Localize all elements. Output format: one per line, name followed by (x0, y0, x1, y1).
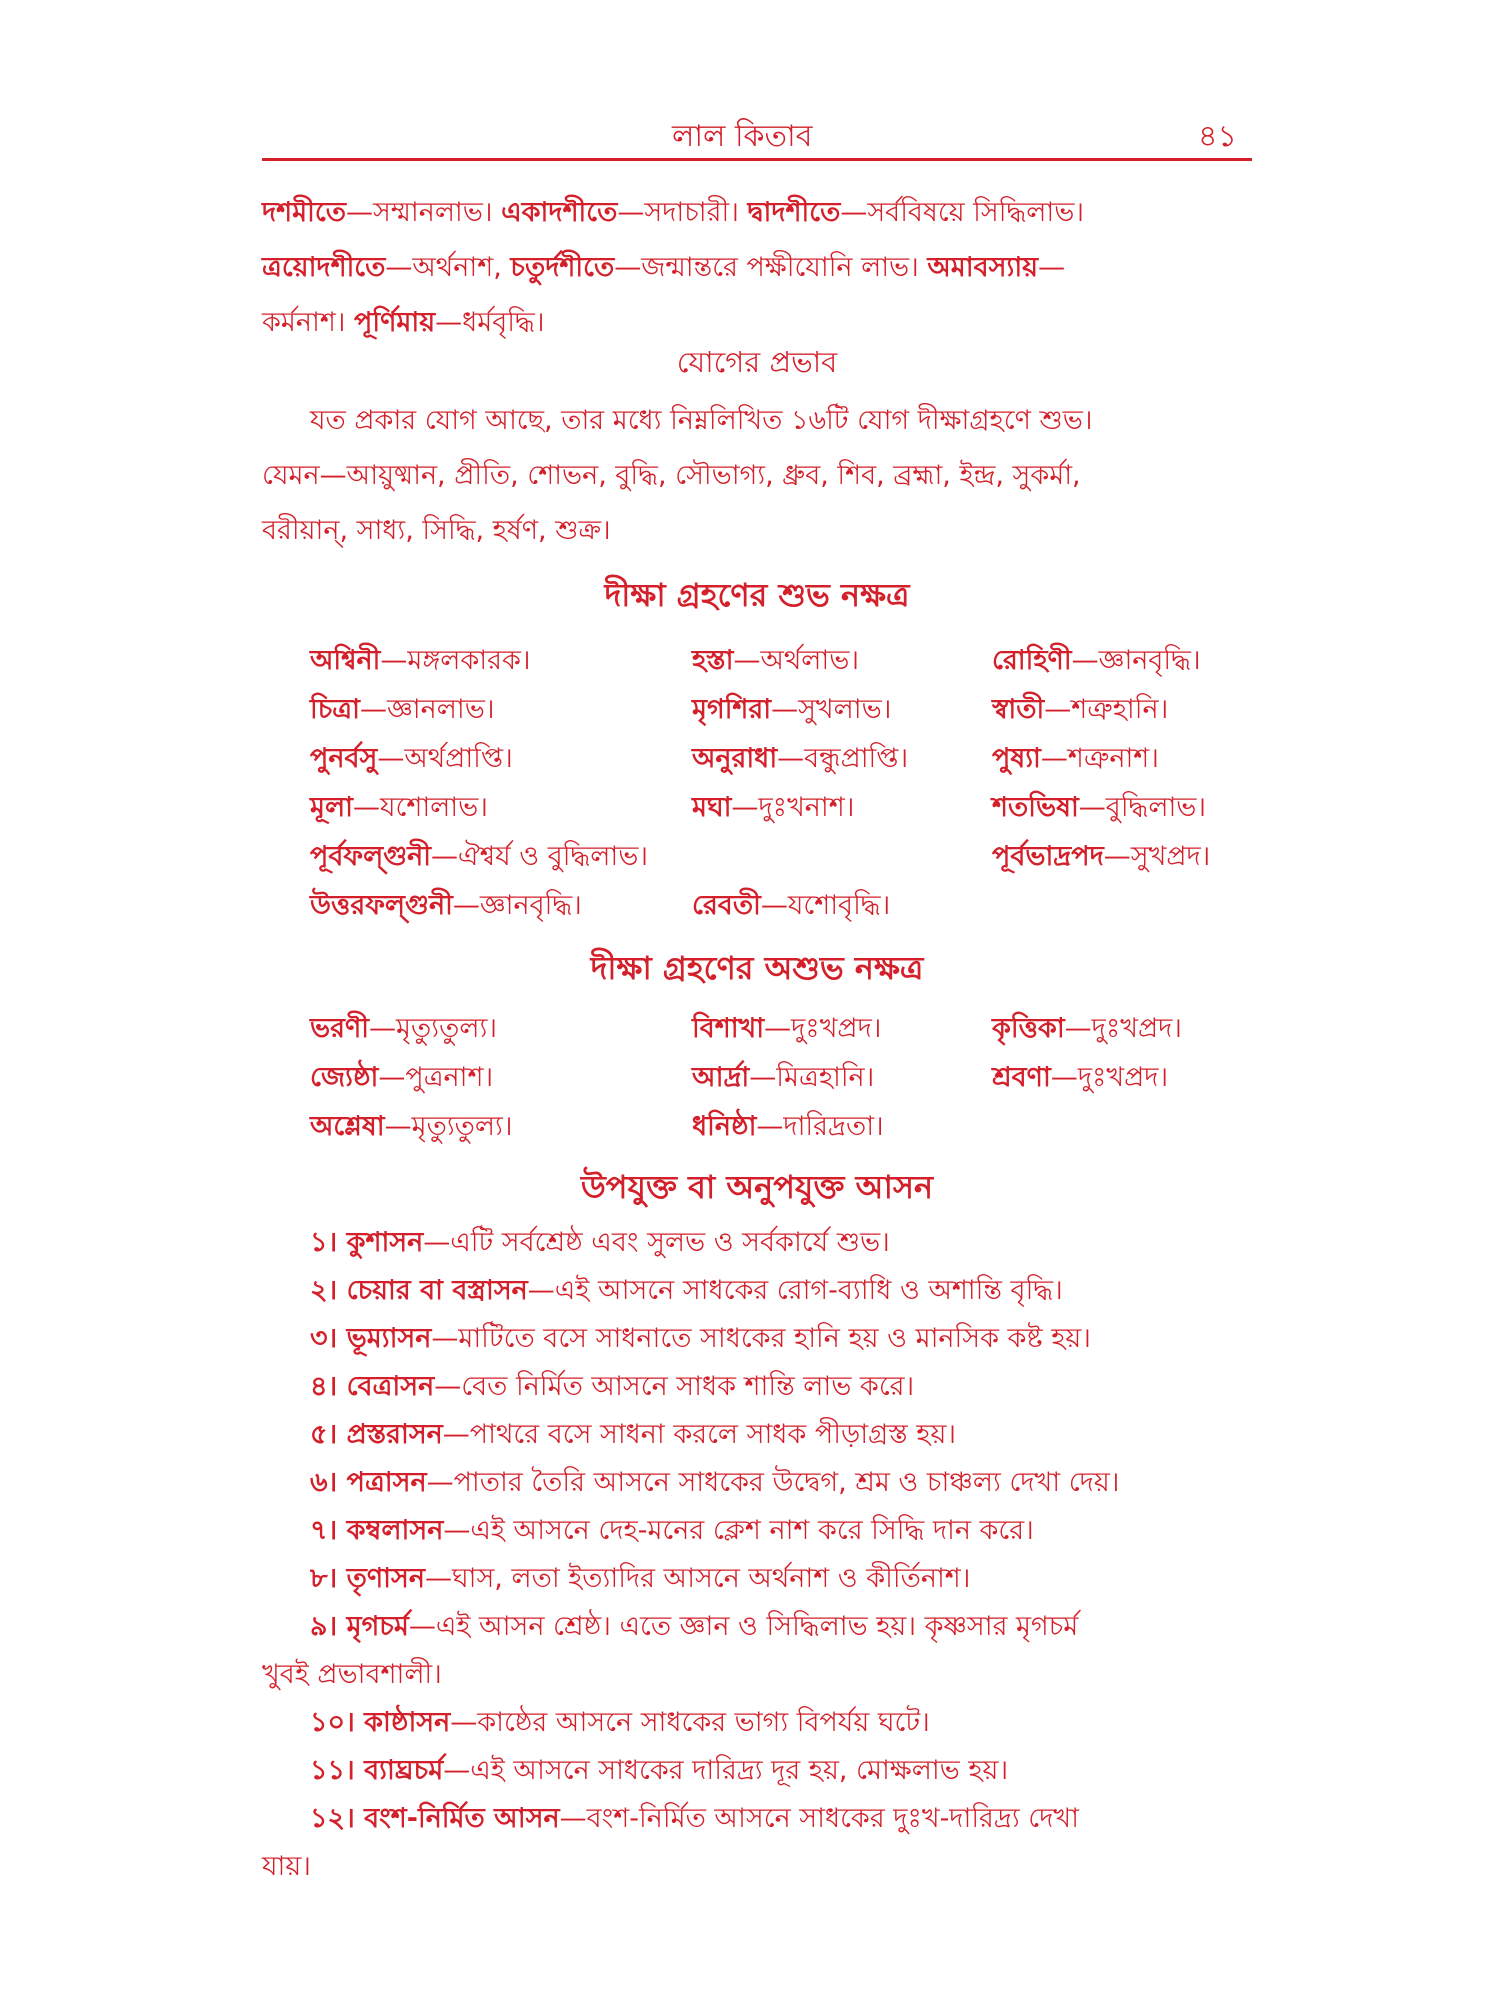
asana-item (262, 1503, 1252, 1558)
running-header-title: লাল কিতাব (672, 119, 813, 154)
nakshatra-name: পুষ্যা (992, 743, 1041, 774)
nakshatra-name: হস্তা (692, 645, 734, 676)
inauspicious-entry (692, 1008, 881, 1053)
auspicious-row (0, 836, 1500, 886)
asana-desc: —এই আসনে সাধকের দারিদ্র্য দূর হয়, মোক্ষলাভ হয়। (443, 1755, 1009, 1786)
asana-name: কাষ্ঠাসন (364, 1707, 451, 1738)
auspicious-entry (310, 640, 531, 685)
nakshatra-effect: —অর্থলাভ। (733, 645, 860, 676)
asana-desc: —বেত নির্মিত আসনে সাধক শান্তি লাভ করে। (434, 1371, 915, 1402)
nakshatra-effect: —বন্ধুপ্রাপ্তি। (777, 743, 909, 774)
asana-name: পত্রাসন (346, 1467, 427, 1498)
asana-desc: —এই আসন শ্রেষ্ঠ। এতে জ্ঞান ও সিদ্ধিলাভ হয়। কৃষ্ণসার মৃগচর্ম (408, 1611, 1079, 1642)
asana-desc: —পাতার তৈরি আসনে সাধকের উদ্বেগ, শ্রম ও চাঞ্চল্য দেখা দেয়। (426, 1467, 1120, 1498)
nakshatra-name: জ্যেষ্ঠা (310, 1062, 379, 1093)
asana-name: কুশাসন (346, 1227, 424, 1258)
nakshatra-effect: —দুঃখনাশ। (731, 792, 855, 823)
asana-number: ২। (310, 1275, 347, 1306)
auspicious-entry (310, 787, 488, 832)
yoga-line-2: যেমন—আয়ুষ্মান, প্রীতি, শোভন, বুদ্ধি, সৌভাগ্য, ধ্রুব, শিব, ব্রহ্মা, ইন্দ্র, সুকর্মা, (262, 460, 1081, 491)
inauspicious-row (0, 1106, 1500, 1156)
auspicious-entry (692, 738, 908, 783)
asana-name: কম্বলাসন (346, 1515, 444, 1546)
nakshatra-effect: —বুদ্ধিলাভ। (1078, 792, 1207, 823)
nakshatra-name: মঘা (692, 792, 732, 823)
tithi-text: — (1038, 252, 1066, 283)
nakshatra-name: রোহিণী (992, 645, 1072, 676)
tithi-line (262, 185, 1252, 240)
tithi-term: দ্বাদশীতে (747, 197, 841, 228)
tithi-term: একাদশীতে (501, 197, 618, 228)
tithi-term: পূর্ণিমায় (354, 307, 436, 338)
asana-name: তৃণাসন (346, 1563, 425, 1594)
yoga-line-1: যত প্রকার যোগ আছে, তার মধ্যে নিম্নলিখিত ১৬টি যোগ দীক্ষাগ্রহণে শুভ। (310, 405, 1093, 436)
inauspicious-entry (310, 1106, 513, 1151)
auspicious-entry (310, 885, 582, 930)
auspicious-row (0, 787, 1500, 837)
asana-number: ৫। (310, 1419, 347, 1450)
nakshatra-name: পূর্বফল্গুনী (310, 841, 431, 872)
tithi-text: —সর্ববিষয়ে সিদ্ধিলাভ। (840, 197, 1084, 228)
asana-desc: —এটি সর্বশ্রেষ্ঠ এবং সুলভ ও সর্বকার্যে শুভ। (423, 1227, 890, 1258)
asana-item (262, 1407, 1252, 1462)
asana-desc: —পাথরে বসে সাধনা করলে সাধক পীড়াগ্রস্ত হয়। (442, 1419, 957, 1450)
nakshatra-name: শতভিষা (992, 792, 1079, 823)
auspicious-entry (692, 885, 890, 930)
auspicious-entry (692, 689, 891, 734)
nakshatra-name: পুনর্বসু (310, 743, 378, 774)
nakshatra-effect: —শত্রুনাশ। (1040, 743, 1159, 774)
asana-desc: —এই আসনে দেহ-মনের ক্লেশ নাশ করে সিদ্ধি দান করে। (443, 1515, 1034, 1546)
page-number: ৪১ (1198, 119, 1237, 154)
nakshatra-name: কৃত্তিকা (992, 1013, 1065, 1044)
yoga-line-3: বরীয়ান্‌, সাধ্য, সিদ্ধি, হর্ষণ, শুক্র। (262, 515, 611, 546)
nakshatra-effect: —জ্ঞানবৃদ্ধি। (1071, 645, 1201, 676)
asana-item (262, 1695, 1252, 1750)
nakshatra-effect: —সুখপ্রদ। (1103, 841, 1211, 872)
asana-item (262, 1263, 1252, 1318)
nakshatra-name: উত্তরফল্গুনী (310, 890, 453, 921)
nakshatra-name: পূর্বভাদ্রপদ (992, 841, 1104, 872)
asana-item (262, 1791, 1252, 1846)
nakshatra-name: মৃগশিরা (692, 694, 772, 725)
inauspicious-entry (992, 1008, 1182, 1053)
asana-number: ১২। (310, 1803, 365, 1834)
auspicious-entry (992, 689, 1168, 734)
auspicious-entry (992, 738, 1159, 783)
asana-number: ১০। (310, 1707, 365, 1738)
asana-item (262, 1599, 1252, 1654)
asana-item (262, 1455, 1252, 1510)
auspicious-entry (310, 738, 513, 783)
asana-name: বংশ-নির্মিত আসন (364, 1803, 560, 1834)
inauspicious-row (0, 1008, 1500, 1058)
nakshatra-effect: —দুঃখপ্রদ। (1064, 1013, 1182, 1044)
tithi-text: —সদাচারী। (617, 197, 748, 228)
nakshatra-name: চিত্রা (310, 694, 360, 725)
asana-name: প্রস্তরাসন (346, 1419, 443, 1450)
asana-number: ৪। (310, 1371, 347, 1402)
nakshatra-effect: —মৃত্যুতুল্য। (384, 1111, 513, 1142)
asana-number: ১১। (310, 1755, 365, 1786)
nakshatra-name: স্বাতী (992, 694, 1045, 725)
asana-name: বেত্রাসন (346, 1371, 435, 1402)
tithi-term: দশমীতে (262, 197, 346, 228)
asana-continuation: খুবই প্রভাবশালী। (262, 1659, 442, 1690)
auspicious-entry (992, 836, 1210, 881)
asana-name: মৃগচর্ম (346, 1611, 409, 1642)
auspicious-entry (310, 836, 648, 881)
nakshatra-name: বিশাখা (692, 1013, 765, 1044)
tithi-line (262, 240, 1252, 295)
asana-item (262, 1215, 1252, 1270)
asana-desc: —মাটিতে বসে সাধনাতে সাধকের হানি হয় ও মানসিক কষ্ট হয়। (431, 1323, 1091, 1354)
inauspicious-entry (310, 1057, 493, 1102)
asana-number: ৭। (310, 1515, 347, 1546)
nakshatra-name: রেবতী (692, 890, 761, 921)
inauspicious-entry (692, 1057, 874, 1102)
nakshatra-name: আর্দ্রা (692, 1062, 750, 1093)
auspicious-row (0, 885, 1500, 935)
asana-number: ১। (310, 1227, 347, 1258)
nakshatra-effect: —জ্ঞানলাভ। (359, 694, 495, 725)
nakshatra-effect: —সুখলাভ। (771, 694, 892, 725)
inauspicious-entry (310, 1008, 497, 1053)
asana-desc: —বংশ-নির্মিত আসনে সাধকের দুঃখ-দারিদ্র্য দেখা (559, 1803, 1079, 1834)
asana-name: ভূম্যাসন (346, 1323, 432, 1354)
asana-number: ৮। (310, 1563, 347, 1594)
nakshatra-name: অশ্লেষা (310, 1111, 385, 1142)
nakshatra-effect: —জ্ঞানবৃদ্ধি। (452, 890, 582, 921)
nakshatra-effect: —দারিদ্রতা। (756, 1111, 884, 1142)
tithi-text: —জন্মান্তরে পক্ষীযোনি লাভ। (614, 252, 928, 283)
tithi-term: অমাবস্যায় (927, 252, 1039, 283)
nakshatra-name: অশ্বিনী (310, 645, 381, 676)
inauspicious-entry (692, 1106, 884, 1151)
tithi-term: চতুর্দশীতে (510, 252, 615, 283)
nakshatra-effect: —দুঃখপ্রদ। (764, 1013, 882, 1044)
asana-number: ৬। (310, 1467, 347, 1498)
tithi-text: —ধর্মবৃদ্ধি। (435, 307, 545, 338)
auspicious-entry (992, 640, 1201, 685)
nakshatra-effect: —পুত্রনাশ। (378, 1062, 494, 1093)
inauspicious-nakshatra-heading: দীক্ষা গ্রহণের অশুভ নক্ষত্র (590, 949, 924, 987)
inauspicious-entry (992, 1057, 1168, 1102)
asana-heading: উপযুক্ত বা অনুপযুক্ত আসন (580, 1168, 934, 1206)
asana-number: ৯। (310, 1611, 347, 1642)
auspicious-entry (692, 640, 859, 685)
tithi-text: —অর্থনাশ, (385, 252, 511, 283)
auspicious-row (0, 738, 1500, 788)
nakshatra-effect: —মঙ্গলকারক। (380, 645, 531, 676)
inauspicious-row (0, 1057, 1500, 1107)
nakshatra-effect: —ঐশ্বর্য ও বুদ্ধিলাভ। (431, 841, 648, 872)
nakshatra-effect: —শত্রুহানি। (1044, 694, 1169, 725)
header-rule (262, 158, 1252, 161)
asana-desc: —এই আসনে সাধকের রোগ-ব্যাধি ও অশান্তি বৃদ্ধি। (527, 1275, 1063, 1306)
auspicious-nakshatra-heading: দীক্ষা গ্রহণের শুভ নক্ষত্র (604, 576, 910, 614)
asana-item (262, 1551, 1252, 1606)
nakshatra-name: মূলা (310, 792, 353, 823)
asana-desc: —ঘাস, লতা ইত্যাদির আসনে অর্থনাশ ও কীর্তিনাশ। (424, 1563, 971, 1594)
nakshatra-name: শ্রবণা (992, 1062, 1051, 1093)
tithi-term: ত্রয়োদশীতে (262, 252, 386, 283)
asana-item (262, 1311, 1252, 1366)
nakshatra-effect: —যশোলাভ। (352, 792, 488, 823)
yoga-heading: যোগের প্রভাব (676, 345, 838, 379)
nakshatra-effect: —যশোবৃদ্ধি। (760, 890, 891, 921)
asana-name: ব্যাঘ্রচর্ম (364, 1755, 444, 1786)
auspicious-row (0, 689, 1500, 739)
nakshatra-name: অনুরাধা (692, 743, 778, 774)
asana-name: চেয়ার বা বস্ত্রাসন (346, 1275, 528, 1306)
nakshatra-name: ভরণী (310, 1013, 370, 1044)
asana-item (262, 1359, 1252, 1414)
tithi-text: —সম্মানলাভ। (345, 197, 502, 228)
nakshatra-effect: —মৃত্যুতুল্য। (369, 1013, 497, 1044)
nakshatra-effect: —অর্থপ্রাপ্তি। (377, 743, 513, 774)
nakshatra-effect: —মিত্রহানি। (749, 1062, 875, 1093)
asana-number: ৩। (310, 1323, 347, 1354)
asana-item (262, 1743, 1252, 1798)
auspicious-entry (992, 787, 1206, 832)
nakshatra-effect: —দুঃখপ্রদ। (1050, 1062, 1169, 1093)
auspicious-row (0, 640, 1500, 690)
auspicious-entry (692, 787, 854, 832)
nakshatra-name: ধনিষ্ঠা (692, 1111, 757, 1142)
tithi-text: কর্মনাশ। (262, 307, 355, 338)
asana-continuation: যায়। (262, 1851, 311, 1882)
asana-desc: —কাষ্ঠের আসনে সাধকের ভাগ্য বিপর্যয় ঘটে। (450, 1707, 930, 1738)
auspicious-entry (310, 689, 494, 734)
